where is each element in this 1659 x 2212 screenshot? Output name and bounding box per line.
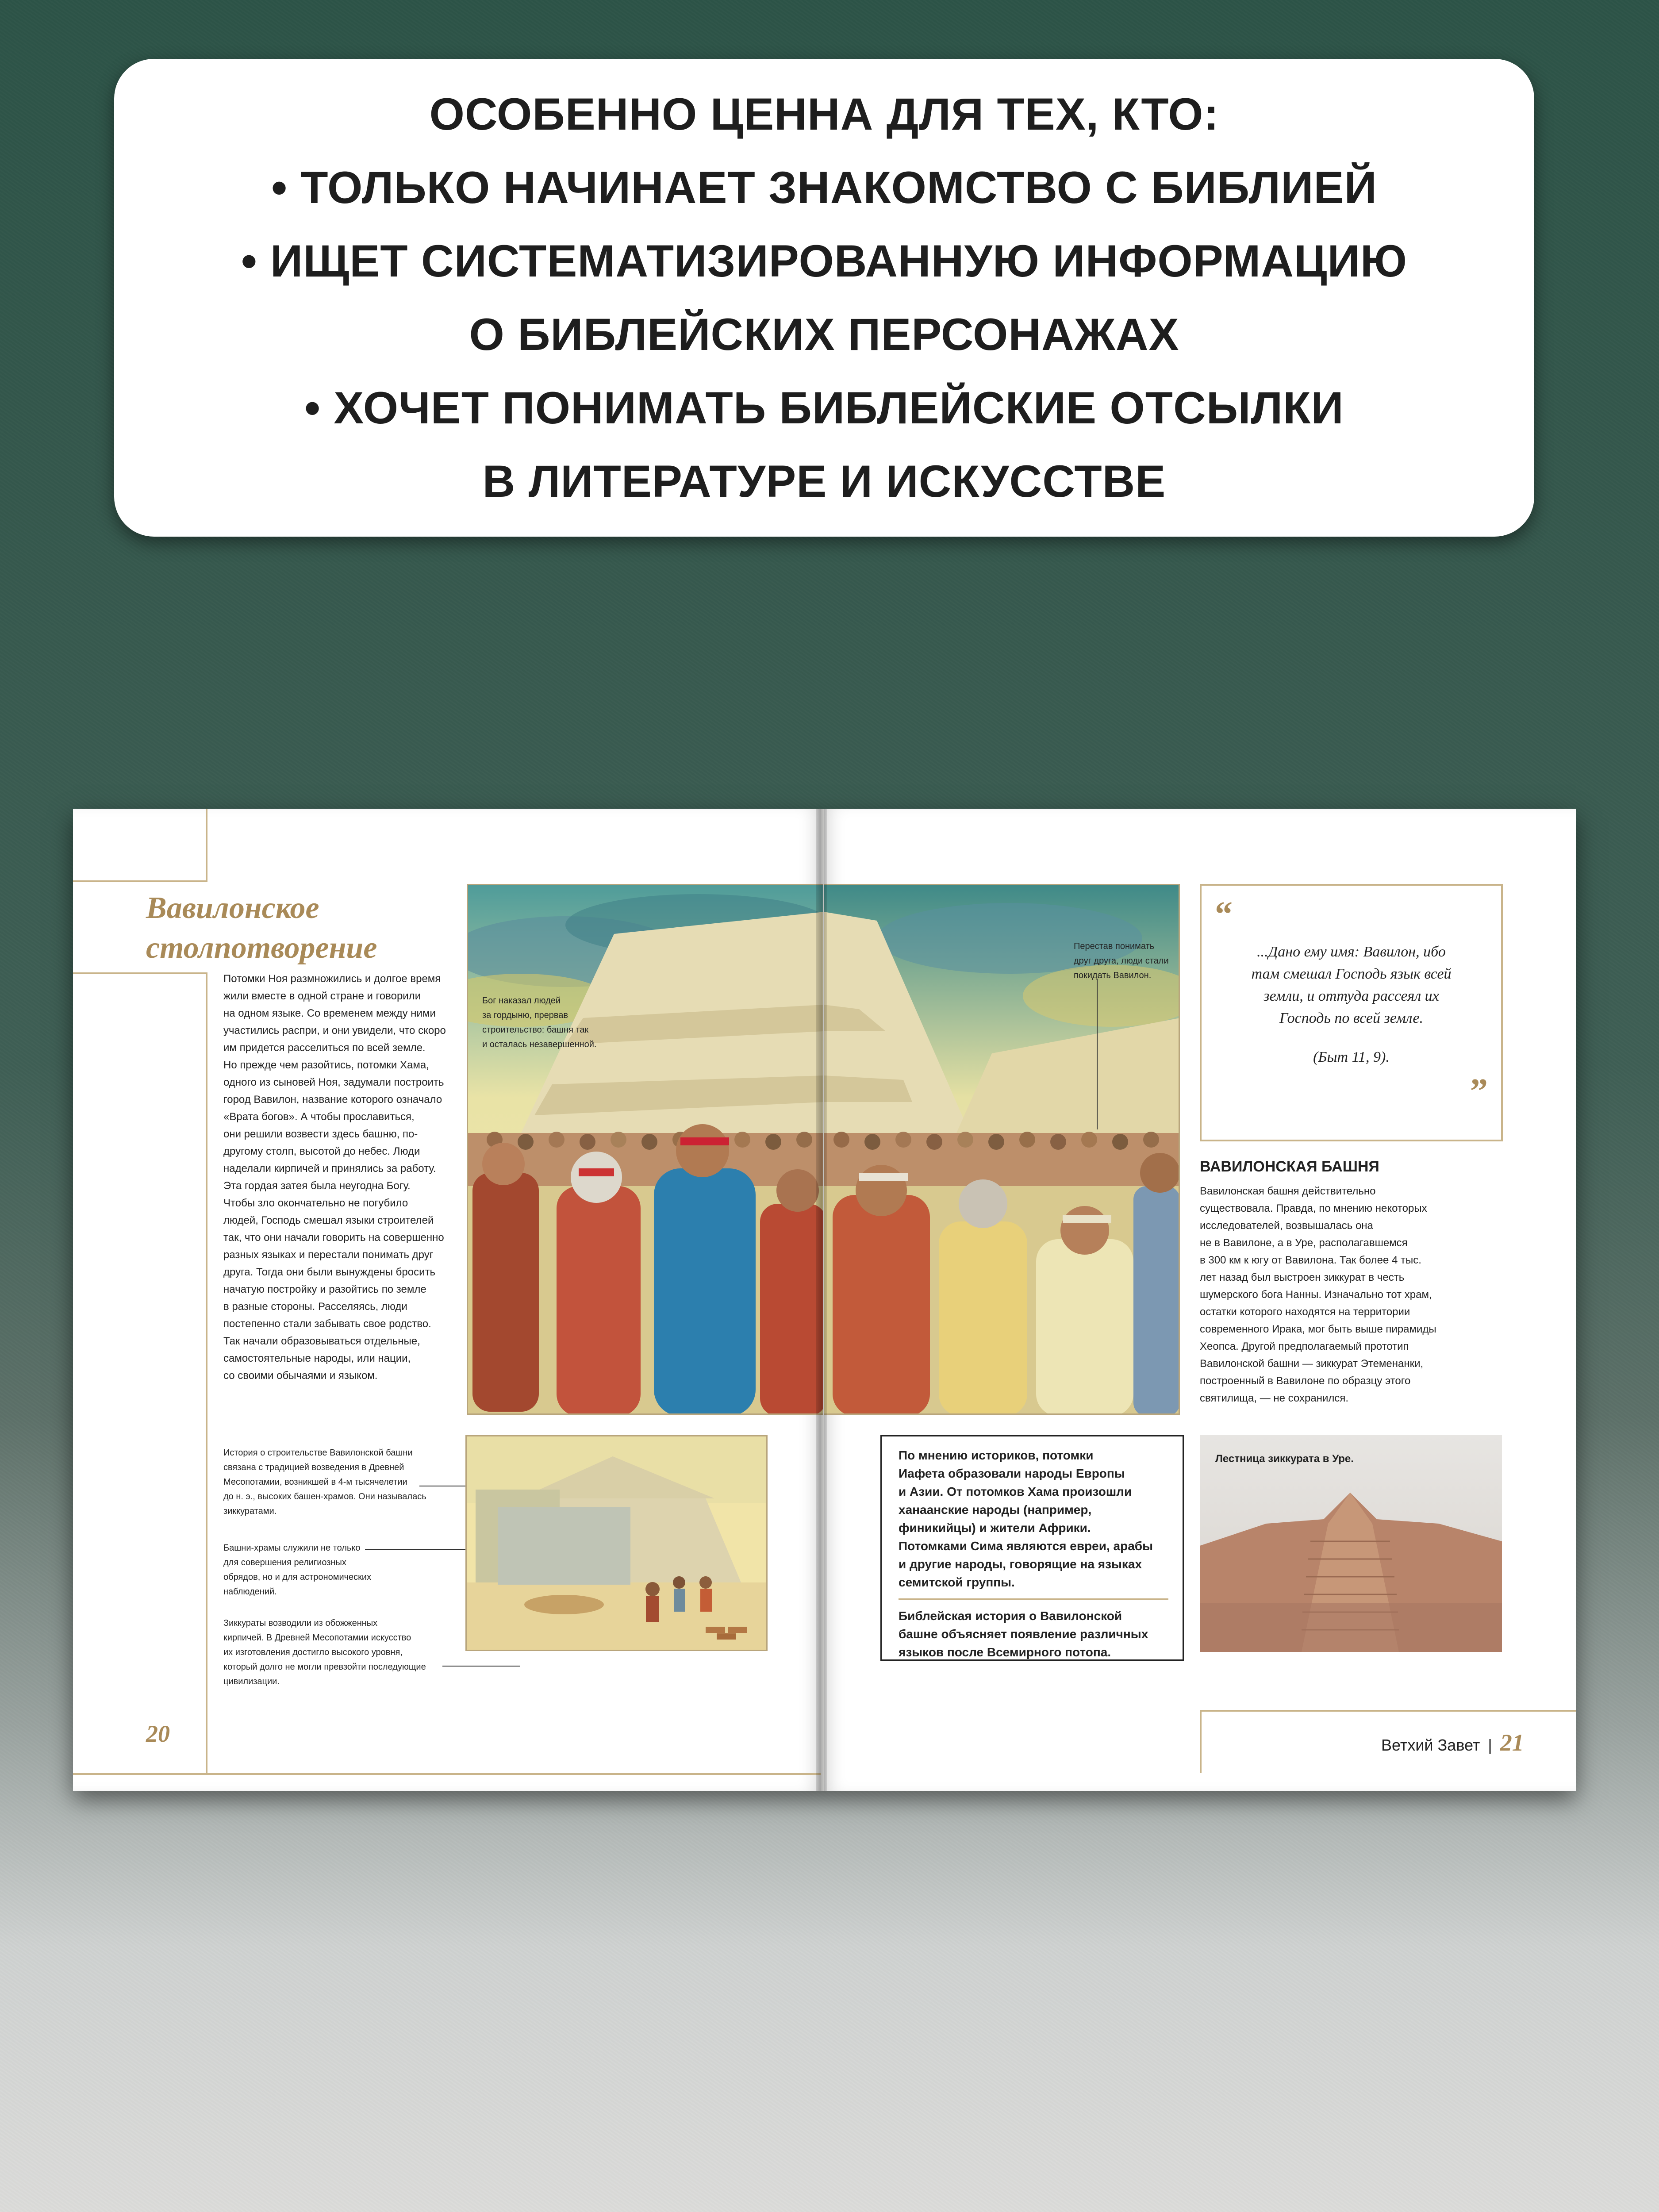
leader-line <box>442 1666 520 1667</box>
book-section-label: Ветхий Завет <box>1381 1736 1480 1754</box>
banner-bullet-2: • ИЩЕТ СИСТЕМАТИЗИРОВАННУЮ ИНФОРМАЦИЮ <box>241 236 1408 286</box>
banner-bullet-2-cont: О БИБЛЕЙСКИХ ПЕРСОНАЖАХ <box>469 309 1179 360</box>
note-ziggurat-origin: История о строительстве Вавилонской башни связана с традицией возведения в Древней Месопотамии, возникшей в 4-м тысячелетии до н. э., высоких башен-храмов. Они называлась зиккуратами. <box>223 1448 426 1516</box>
right-page <box>824 809 1576 1791</box>
quote-text: ...Дано ему имя: Вавилон, ибо там смешал Господь язык всей земли, и оттуда рассеял их Господь по всей земле. (Быт 11, 9). <box>1202 941 1501 1068</box>
banner-bullet-1: • ТОЛЬКО НАЧИНАЕТ ЗНАКОМСТВО С БИБЛИЕЙ <box>271 162 1377 213</box>
note-bricks: Зиккураты возводили из обожженных кирпичей. В Древней Месопотамии искусство их изготовления достигло высокого уровня, который долго не могли превзойти последующие цивилизации. <box>223 1618 426 1686</box>
leader-line <box>1097 979 1098 1129</box>
peoples-info-box <box>880 1435 1184 1661</box>
left-page <box>73 809 821 1791</box>
main-body-text: Потомки Ноя размножились и долгое время жили вместе в одной стране и говорили на одном языке. Со временем между ними участились распри, и они увидели, что скоро им придется расселиться по всей земле. Но прежде чем разойтись, потомки Хама, одного из сыновей Ноя, задумали построить город Вавилон, название которого означало «Врата богов». А чтобы прославиться, они решили возвести здесь башню, по- другому столп, высотой до небес. Люди наделали кирпичей и принялись за работу. Эта гордая затея была неугодна Богу. Чтобы зло окончательно не погубило людей, Господь смешал языки строителей так, что они начали говорить на совершенно разных языках и перестали понимать друг друга. Тогда они были вынуждены бросить начатую постройку и разойтись по земле в разные стороны. Расселяясь, люди постепенно стали забывать свое родство. Так начали образовываться отдельные, самостоятельные народы, или нации, со своими обычаями и языком. <box>223 973 446 1382</box>
page-number-right: 21 <box>1500 1729 1524 1756</box>
title-line-2: столпотворение <box>146 931 377 965</box>
book-spread <box>73 809 1576 1791</box>
page-footer <box>1381 1729 1524 1756</box>
banner-bullet-3-cont: В ЛИТЕРАТУРЕ И ИСКУССТВЕ <box>482 456 1166 507</box>
ur-ziggurat-photo <box>1200 1435 1502 1652</box>
info-banner <box>114 59 1534 537</box>
title-line-1: Вавилонское <box>146 891 319 925</box>
quote-source: (Быт 11, 9). <box>1313 1049 1390 1065</box>
ziggurat-construction-illustration <box>465 1435 768 1651</box>
photo-caption: Лестница зиккурата в Уре. <box>1215 1453 1354 1465</box>
box-divider <box>899 1598 1168 1600</box>
frame-line <box>206 809 207 880</box>
banner-heading: ОСОБЕННО ЦЕННА ДЛЯ ТЕХ, КТО: <box>429 89 1219 139</box>
open-quote-mark: “ <box>1215 895 1233 934</box>
section-body: Вавилонская башня действительно существовала. Правда, по мнению некоторых исследователей, возвышалась она не в Вавилоне, а в Уре, располагавшемся в 300 км к югу от Вавилона. Так более 4 тыс. лет назад был выстроен зиккурат в честь шумерского бога Нанны. Изначально тот храм, остатки которого находятся на территории современного Ирака, мог быть выше пирамиды Хеопса. Другой предполагаемый прототип Вавилонской башни — зиккурат Этеменанки, построенный в Вавилоне по образцу этого святилища, — не сохранился. <box>1200 1185 1436 1404</box>
caption-people: Перестав понимать друг друга, люди стали покидать Вавилон. <box>1074 941 1169 980</box>
frame-line <box>73 972 207 974</box>
close-quote-mark: ” <box>1470 1072 1488 1111</box>
frame-line <box>1200 1710 1202 1773</box>
banner-bullet-3: • ХОЧЕТ ПОНИМАТЬ БИБЛЕЙСКИЕ ОТСЫЛКИ <box>304 383 1344 433</box>
scripture-quote-box <box>1200 884 1503 1141</box>
box-text-languages: Библейская история о Вавилонской башне объясняет появление различных языков после Всемирного потопа. <box>899 1609 1148 1659</box>
note-astronomy: Башни-храмы служили не только для совершения религиозных обрядов, но и для астрономических наблюдений. <box>223 1543 372 1597</box>
box-text-peoples: По мнению историков, потомки Иафета образовали народы Европы и Азии. От потомков Хама произошли ханаанские народы (например, финикийцы) и жители Африки. Потомками Сима являются евреи, арабы и другие народы, говорящие на языках семитской группы. <box>899 1448 1153 1589</box>
frame-line <box>1200 1710 1576 1712</box>
frame-line <box>73 880 207 882</box>
page-title <box>146 888 377 968</box>
page-number-left: 20 <box>146 1720 170 1747</box>
footer-separator: | <box>1488 1736 1492 1754</box>
caption-god: Бог наказал людей за гордыню, прервав строительство: башня так и осталась незавершенной. <box>482 996 597 1049</box>
book-gutter <box>816 809 827 1791</box>
frame-line <box>206 972 207 1773</box>
babel-illustration-left <box>467 884 823 1415</box>
section-title: ВАВИЛОНСКАЯ БАШНЯ <box>1200 1158 1379 1175</box>
page-footer-line <box>73 1773 821 1775</box>
